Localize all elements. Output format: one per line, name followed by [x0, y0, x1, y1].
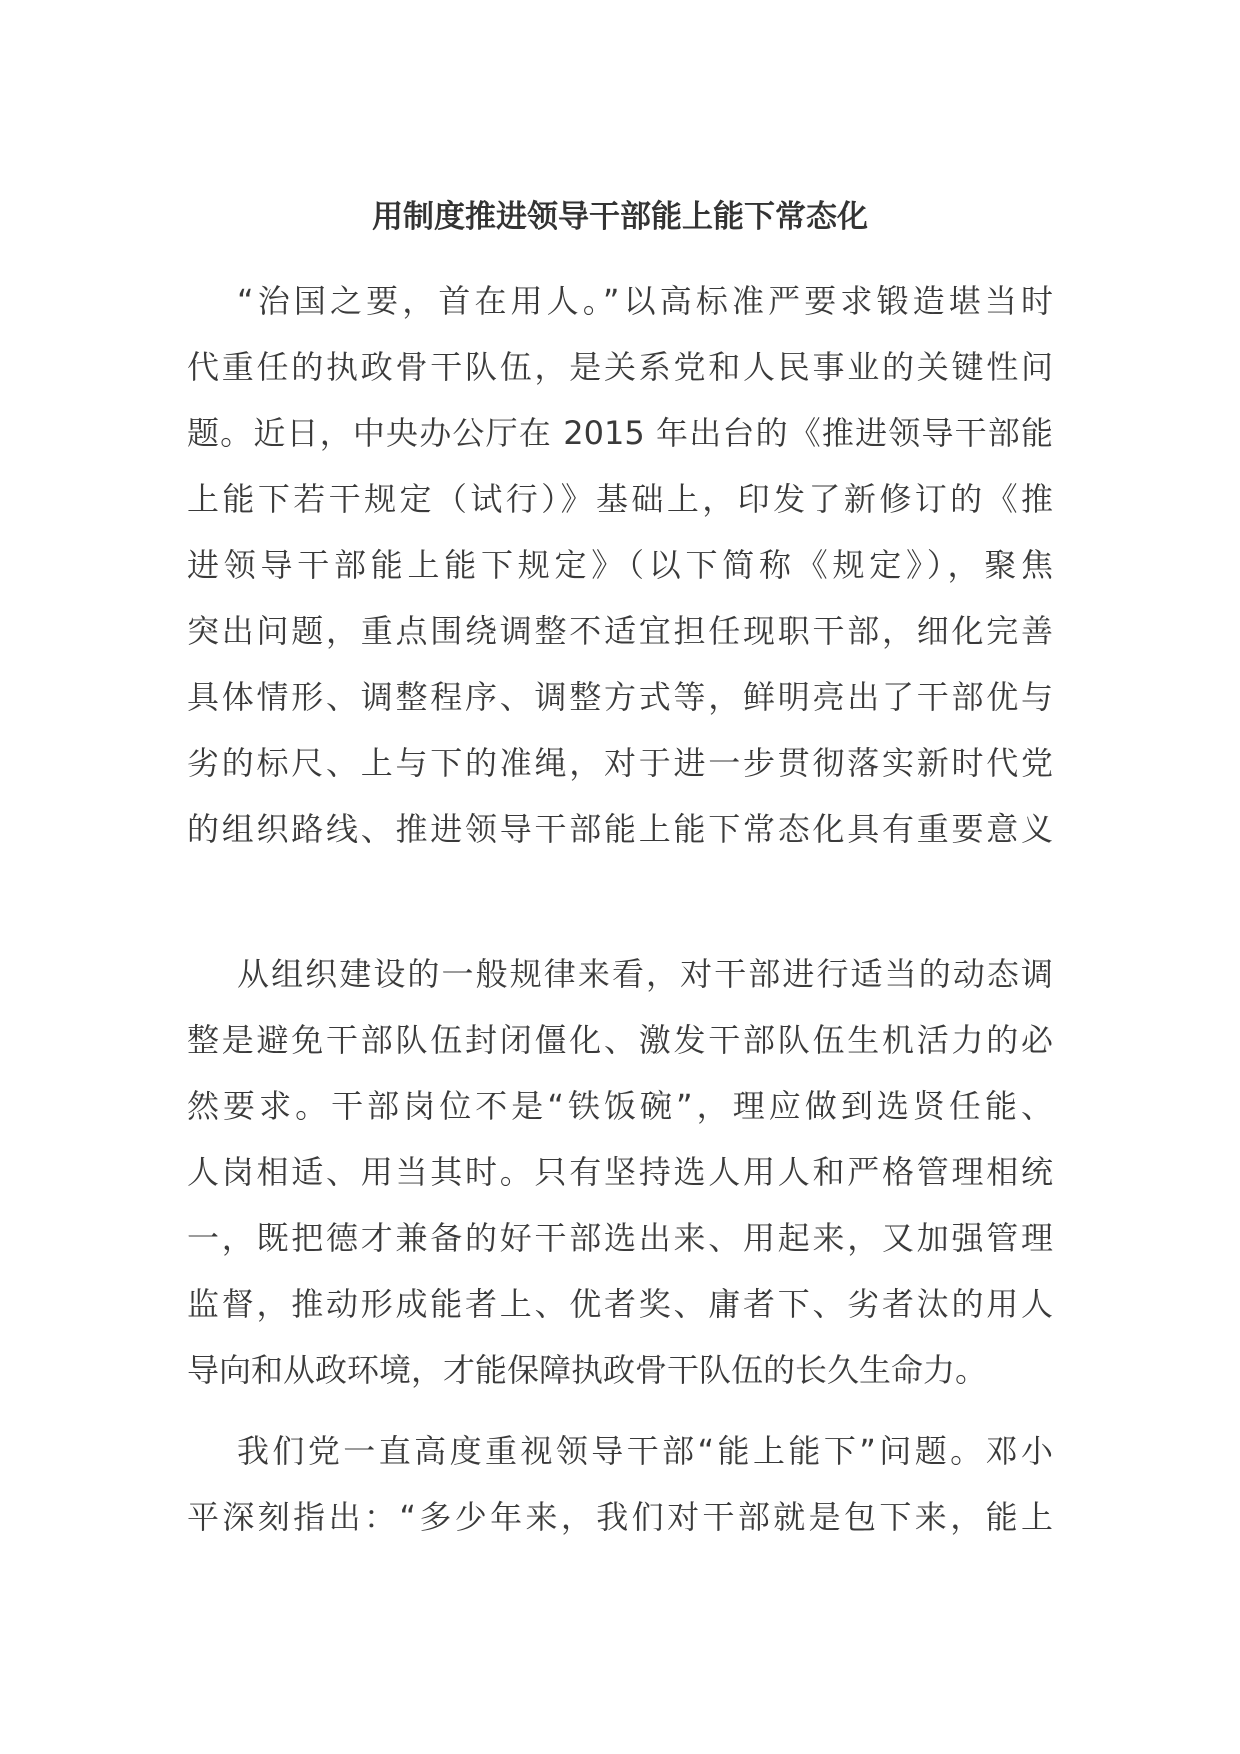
paragraph-line: 平深刻指出：“多少年来，我们对干部就是包下来，能上	[187, 1498, 1053, 1536]
paragraph-line: 一，既把德才兼备的好干部选出来、用起来，又加强管理	[187, 1219, 1053, 1257]
paragraph-1	[187, 268, 1053, 862]
paragraph-line: 劣的标尺、上与下的准绳，对于进一步贯彻落实新时代党	[187, 744, 1053, 782]
paragraph-line: 人岗相适、用当其时。只有坚持选人用人和严格管理相统	[187, 1153, 1053, 1191]
paragraph-line: 具体情形、调整程序、调整方式等，鲜明亮出了干部优与	[187, 678, 1053, 716]
paragraph-line: 上能下若干规定（试行）》基础上，印发了新修订的《推	[187, 480, 1053, 518]
paragraph-line: 我们党一直高度重视领导干部“能上能下”问题。邓小	[237, 1432, 1053, 1470]
paragraph-line: 进领导干部能上能下规定》（以下简称《规定》），聚焦	[187, 546, 1053, 584]
paragraph-line: 监督，推动形成能者上、优者奖、庸者下、劣者汰的用人	[187, 1285, 1053, 1323]
paragraph-line: 导向和从政环境，才能保障执政骨干队伍的长久生命力。	[187, 1351, 988, 1389]
paragraph-line: 突出问题，重点围绕调整不适宜担任现职干部，细化完善	[187, 612, 1053, 650]
paragraph-line: “治国之要，首在用人。”以高标准严要求锻造堪当时	[237, 282, 1053, 320]
paragraph-3	[187, 1418, 1053, 1550]
paragraph-line: 代重任的执政骨干队伍，是关系党和人民事业的关键性问	[187, 348, 1053, 386]
paragraph-line: 题。近日，中央办公厅在 2015 年出台的《推进领导干部能	[187, 414, 1053, 452]
paragraph-2	[187, 941, 1053, 1403]
paragraph-line: 从组织建设的一般规律来看，对干部进行适当的动态调	[237, 955, 1053, 993]
paragraph-line: 然要求。干部岗位不是“铁饭碗”，理应做到选贤任能、	[187, 1087, 1053, 1125]
paragraph-line: 的组织路线、推进领导干部能上能下常态化具有重要意义	[187, 810, 1053, 848]
paragraph-line: 整是避免干部队伍封闭僵化、激发干部队伍生机活力的必	[187, 1021, 1053, 1059]
document-title: 用制度推进领导干部能上能下常态化	[372, 199, 868, 235]
